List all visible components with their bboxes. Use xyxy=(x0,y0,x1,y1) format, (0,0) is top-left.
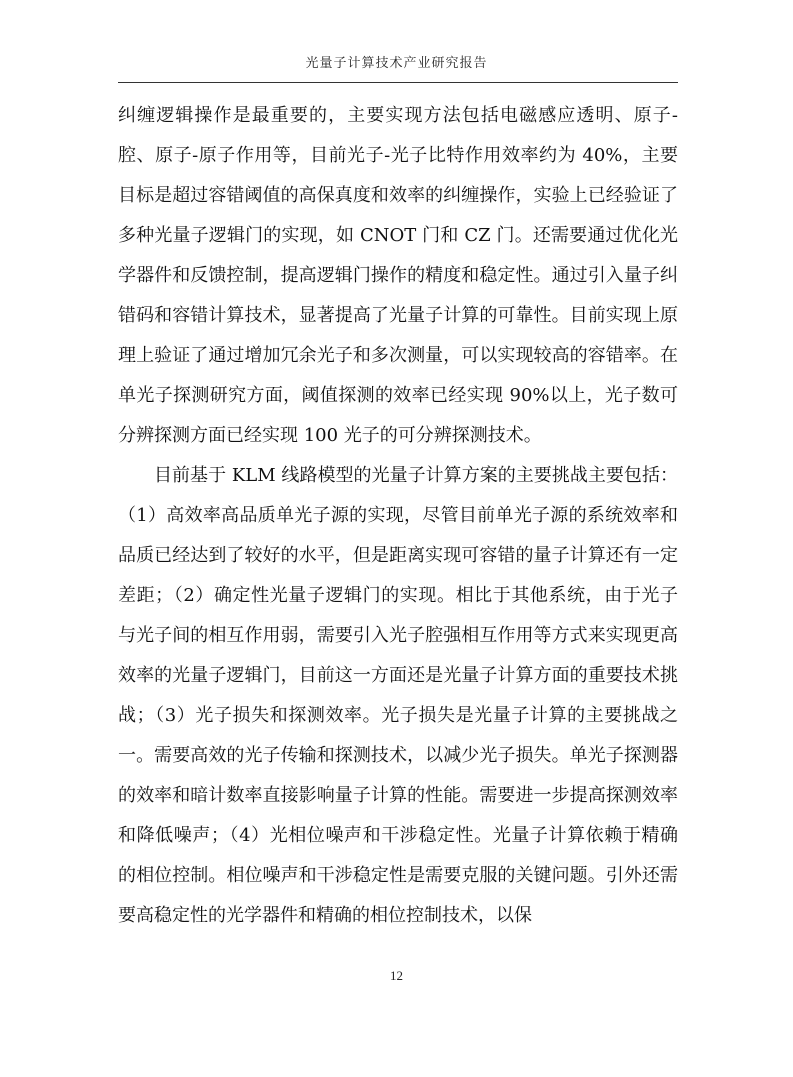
paragraph-continuation: 纠缠逻辑操作是最重要的，主要实现方法包括电磁感应透明、原子-腔、原子-原子作用等，目前光子-光子比特作用效率约为 40%，主要目标是超过容错阈值的高保真度和效率的纠缠操作，实验上已经验证了多种光量子逻辑门的实现，如 CNOT 门和 CZ 门。还需要通过优化光学器件和反馈控制，提高逻辑门操作的精度和稳定性。通过引入量子纠错码和容错计算技术，显著提高了光量子计算的可靠性。目前实现上原理上验证了通过增加冗余光子和多次测量，可以实现较高的容错率。在单光子探测研究方面，阈值探测的效率已经实现 90%以上，光子数可分辨探测方面已经实现 100 光子的可分辨探测技术。 xyxy=(118,105,678,446)
header-divider xyxy=(118,82,678,83)
page-header-title: 光量子计算技术产业研究报告 xyxy=(305,56,488,71)
document-body xyxy=(118,96,678,936)
page-number: 12 xyxy=(390,968,403,983)
paragraph-challenges: 目前基于 KLM 线路模型的光量子计算方案的主要挑战主要包括：（1）高效率高品质单光子源的实现，尽管目前单光子源的系统效率和品质已经达到了较好的水平，但是距离实现可容错的量子计算还有一定差距；（2）确定性光量子逻辑门的实现。相比于其他系统，由于光子与光子间的相互作用弱，需要引入光子腔强相互作用等方式来实现更高效率的光量子逻辑门，目前这一方面还是光量子计算方面的重要技术挑战；（3）光子损失和探测效率。光子损失是光量子计算的主要挑战之一。需要高效的光子传输和探测技术，以减少光子损失。单光子探测器的效率和暗计数率直接影响量子计算的性能。需要进一步提高探测效率和降低噪声；（4）光相位噪声和干涉稳定性。光量子计算依赖于精确的相位控制。相位噪声和干涉稳定性是需要克服的关键问题。引外还需要高稳定性的光学器件和精确的相位控制技术，以保 xyxy=(118,465,678,926)
